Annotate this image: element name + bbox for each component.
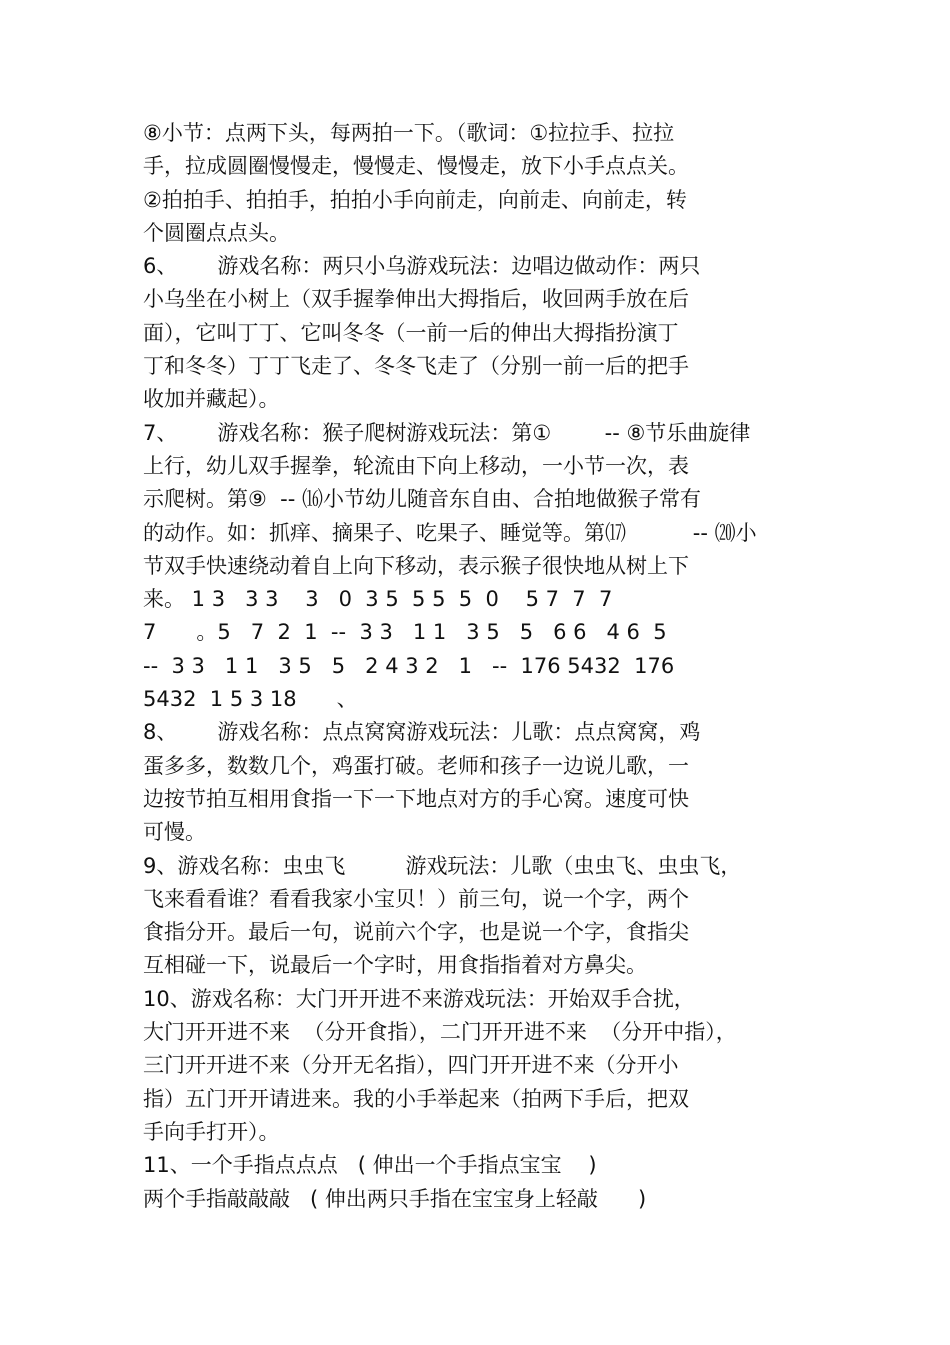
text-line: 8、 游戏名称：点点窝窝游戏玩法：儿歌：点点窝窝，鸡 [143, 720, 701, 745]
text-line: 11、一个手指点点点 ( 伸出一个手指点宝宝 ) [143, 1153, 597, 1178]
text-line: 示爬树。第⑨ -- ⒃小节幼儿随音东自由、合拍地做猴子常有 [143, 487, 702, 512]
text-line: 大门开开进不来 （分开食指），二门开开进不来 （分开中指）， [143, 1020, 737, 1045]
text-line: 6、 游戏名称：两只小乌游戏玩法：边唱边做动作：两只 [143, 254, 701, 279]
text-line: ②拍拍手、拍拍手，拍拍小手向前走，向前走、向前走，转 [143, 187, 687, 212]
text-line: 可慢。 [143, 820, 206, 845]
text-line: 个圆圈点点头。 [143, 220, 290, 245]
text-line: 9、游戏名称：虫虫飞 游戏玩法：儿歌（虫虫飞、虫虫飞， [143, 853, 742, 878]
text-line: 7 。5 7 2 1 -- 3 3 1 1 3 5 5 6 6 4 6 5 [143, 620, 667, 645]
text-line: -- 3 3 1 1 3 5 5 2 4 3 2 1 -- 176 5432 176 [143, 653, 675, 678]
text-line: 手向手打开）。 [143, 1119, 280, 1144]
text-line: 上行，幼儿双手握拳，轮流由下向上移动，一小节一次，表 [143, 453, 689, 478]
text-line: 蛋多多，数数几个，鸡蛋打破。老师和孩子一边说儿歌，一 [143, 753, 689, 778]
text-line: 边按节拍互相用食指一下一下地点对方的手心窝。速度可快 [143, 786, 689, 811]
text-line: 7、 游戏名称：猴子爬树游戏玩法：第① -- ⑧节乐曲旋律 [143, 420, 751, 445]
text-line: 收加并藏起）。 [143, 387, 280, 412]
text-line: 食指分开。最后一句，说前六个字，也是说一个字，食指尖 [143, 920, 689, 945]
text-line: 节双手快速绕动着自上向下移动，表示猴子很快地从树上下 [143, 553, 689, 578]
text-line: 10、游戏名称：大门开开进不来游戏玩法：开始双手合扰， [143, 986, 695, 1011]
text-line: 小乌坐在小树上（双手握拳伸出大拇指后，收回两手放在后 [143, 287, 689, 312]
text-line: 指）五门开开请进来。我的小手举起来（拍两下手后，把双 [143, 1086, 689, 1111]
text-line: 面），它叫丁丁、它叫冬冬（一前一后的伸出大拇指扮演丁 [143, 320, 679, 345]
text-line: 5432 1 5 3 18 、 [143, 687, 358, 712]
text-line: 的动作。如：抓痒、摘果子、吃果子、睡觉等。第⒄ -- ⒇小 [143, 520, 757, 545]
text-line: 互相碰一下，说最后一个字时，用食指指着对方鼻尖。 [143, 953, 647, 978]
document-body [143, 117, 823, 1216]
text-line: 两个手指敲敲敲 ( 伸出两只手指在宝宝身上轻敲 ) [143, 1186, 647, 1211]
text-line: 丁和冬冬）丁丁飞走了、冬冬飞走了（分别一前一后的把手 [143, 354, 689, 379]
text-line: 飞来看看谁？看看我家小宝贝！）前三句，说一个字，两个 [143, 886, 689, 911]
text-line: 手，拉成圆圈慢慢走，慢慢走、慢慢走，放下小手点点关。 [143, 154, 689, 179]
text-line: 三门开开进不来（分开无名指），四门开开进不来（分开小 [143, 1053, 679, 1078]
text-line: ⑧小节：点两下头，每两拍一下。（歌词：①拉拉手、拉拉 [143, 121, 675, 145]
text-line: 来。 1 3 3 3 3 0 3 5 5 5 5 0 5 7 7 7 [143, 587, 613, 612]
